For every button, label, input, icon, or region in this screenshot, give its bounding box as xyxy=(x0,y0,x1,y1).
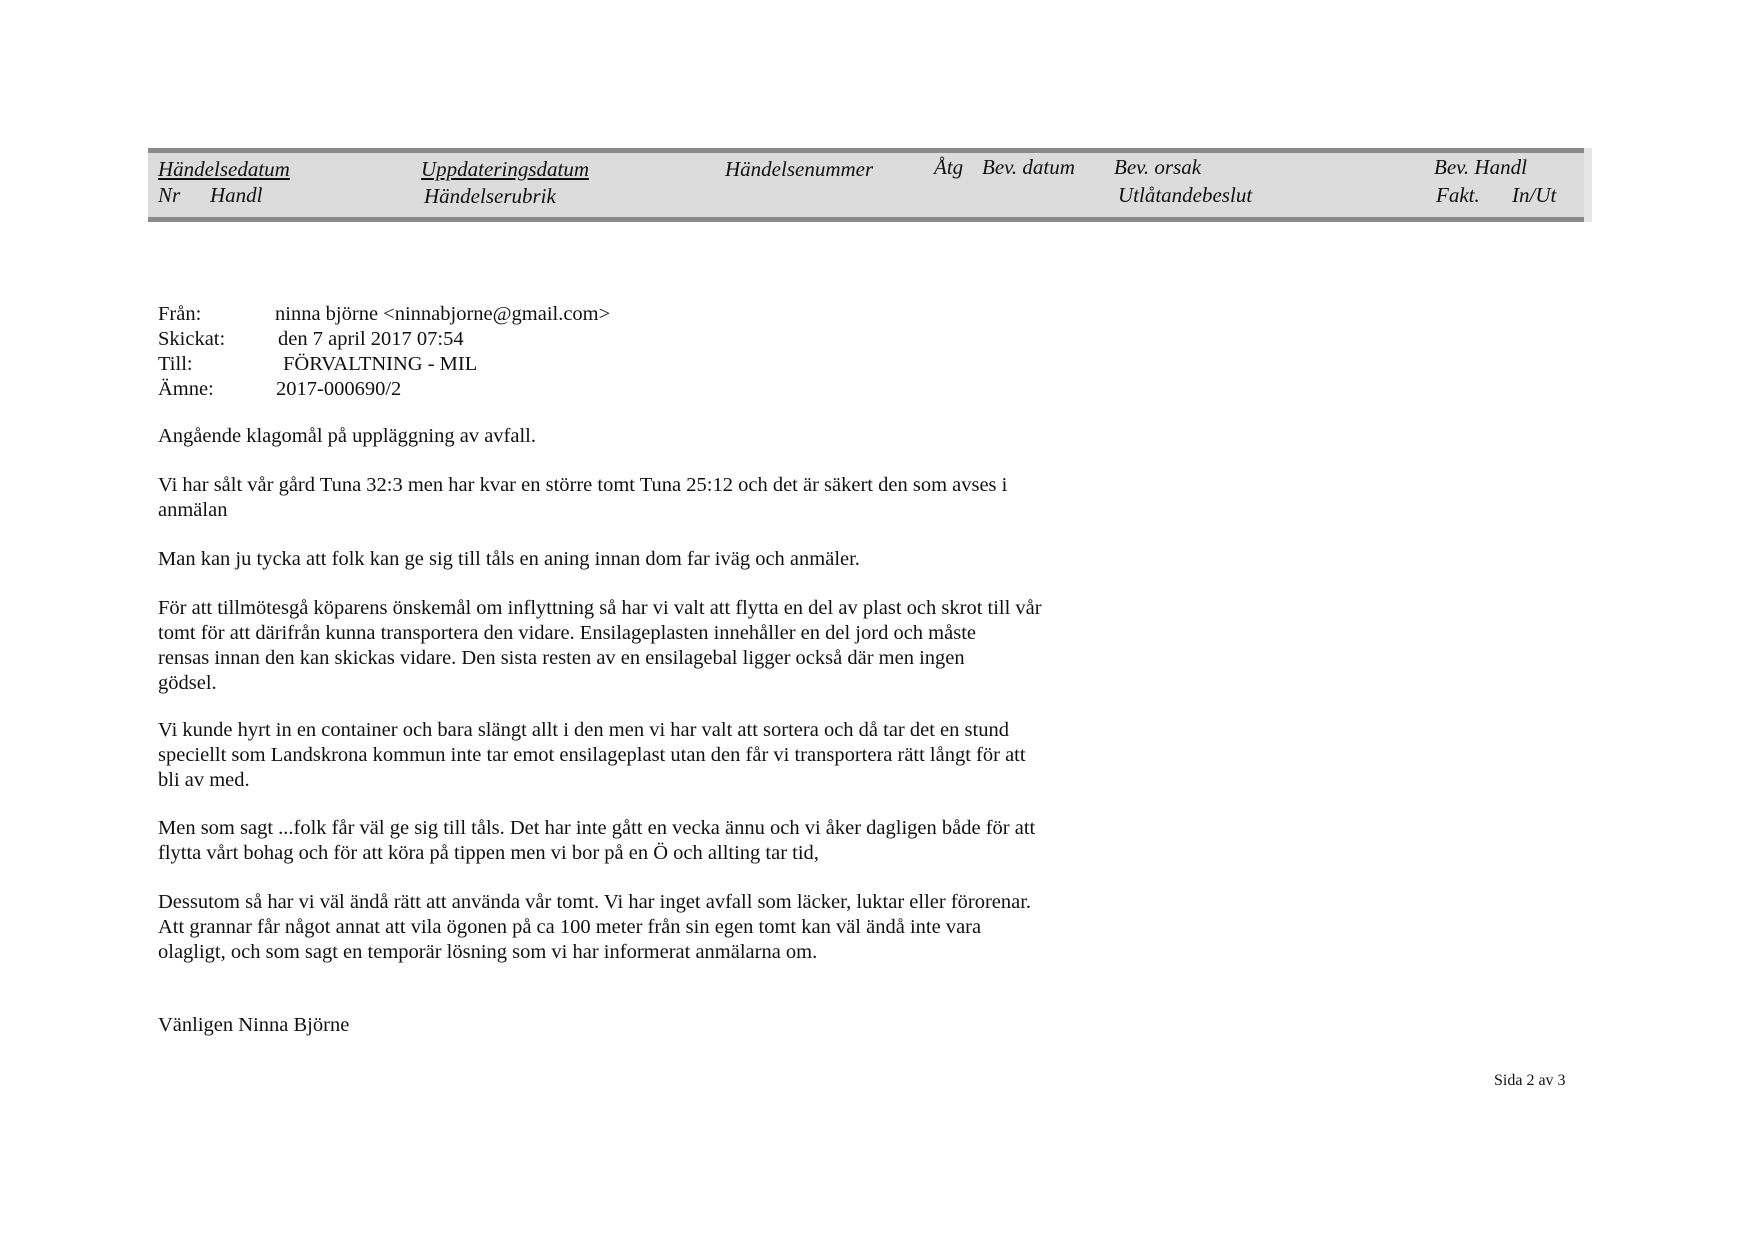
header-band-shadow xyxy=(1584,148,1592,222)
paragraph-patience xyxy=(158,547,1078,572)
column-utlatandebeslut: Utlåtandebeslut xyxy=(1118,183,1253,207)
text-line: Men som sagt ...folk får väl ge sig till tåls. Det har inte gått en vecka ännu och vi åker dagligen både för att xyxy=(158,817,1036,839)
column-handl: Handl xyxy=(210,183,263,207)
paragraph-subject-intro xyxy=(158,424,1078,449)
text-line: anmälan xyxy=(158,499,228,521)
column-handelsedatum: Händelsedatum xyxy=(158,157,290,181)
column-handelsenummer: Händelsenummer xyxy=(725,157,874,181)
paragraph-right-to-use xyxy=(158,890,1078,965)
text-line: olagligt, och som sagt en temporär lösning som vi har informerat anmälarna om. xyxy=(158,941,818,963)
text-line: Att grannar får något annat att vila ögonen på ca 100 meter från sin egen tomt kan väl ändå inte vara xyxy=(158,916,982,938)
paragraph-sold-farm xyxy=(158,473,1078,523)
column-nr: Nr xyxy=(158,183,181,207)
column-atg: Åtg xyxy=(934,155,964,179)
paragraph-as-said xyxy=(158,816,1078,866)
column-bev-handl: Bev. Handl xyxy=(1434,155,1527,179)
signature-text: Vänligen Ninna Björne xyxy=(158,1014,350,1036)
text-line: rensas innan den kan skickas vidare. Den sista resten av en ensilagebal ligger också där men ingen xyxy=(158,647,965,669)
column-in-ut: In/Ut xyxy=(1512,183,1557,207)
paragraph-moving-plastic xyxy=(158,596,1078,696)
text-line: Angående klagomål på uppläggning av avfall. xyxy=(158,425,536,447)
email-sent-label: Skickat: xyxy=(158,328,226,350)
text-line: Vi kunde hyrt in en container och bara slängt allt i den men vi har valt att sortera och då tar det en stund xyxy=(158,719,1009,741)
text-line: gödsel. xyxy=(158,672,217,694)
column-bev-orsak: Bev. orsak xyxy=(1114,155,1202,179)
text-line: speciellt som Landskrona kommun inte tar emot ensilageplast utan den får vi transportera rätt långt för att xyxy=(158,744,1026,766)
text-line: Dessutom så har vi väl ändå rätt att använda vår tomt. Vi har inget avfall som läcker, luktar eller förorenar. xyxy=(158,891,1032,913)
text-line: flytta vårt bohag och för att köra på tippen men vi bor på en Ö och allting tar tid, xyxy=(158,842,819,864)
email-subject-label: Ämne: xyxy=(158,378,214,400)
text-line: Vi har sålt vår gård Tuna 32:3 men har kvar en större tomt Tuna 25:12 och det är säkert den som avses i xyxy=(158,474,1008,496)
column-fakt: Fakt. xyxy=(1436,183,1480,207)
text-line: För att tillmötesgå köparens önskemål om inflyttning så har vi valt att flytta en del av plast och skrot till vår xyxy=(158,597,1042,619)
paragraph-container xyxy=(158,718,1078,793)
column-uppdateringsdatum: Uppdateringsdatum xyxy=(421,157,589,181)
text-line: Man kan ju tycka att folk kan ge sig till tåls en aning innan dom far iväg och anmäler. xyxy=(158,548,860,570)
text-line: tomt för att därifrån kunna transportera den vidare. Ensilageplasten innehåller en del jord och måste xyxy=(158,622,976,644)
email-sent-value: den 7 april 2017 07:54 xyxy=(278,328,464,350)
column-handelserubrik: Händelserubrik xyxy=(424,184,556,208)
email-to-label: Till: xyxy=(158,353,193,375)
email-to-value: FÖRVALTNING - MIL xyxy=(283,353,478,375)
column-bev-datum: Bev. datum xyxy=(982,155,1075,179)
email-from-value: ninna björne <ninnabjorne@gmail.com> xyxy=(275,303,611,325)
page-number: Sida 2 av 3 xyxy=(1494,1072,1566,1089)
email-subject-value: 2017-000690/2 xyxy=(276,378,402,400)
email-from-label: Från: xyxy=(158,303,202,325)
text-line: bli av med. xyxy=(158,769,250,791)
signature xyxy=(158,1013,1078,1038)
